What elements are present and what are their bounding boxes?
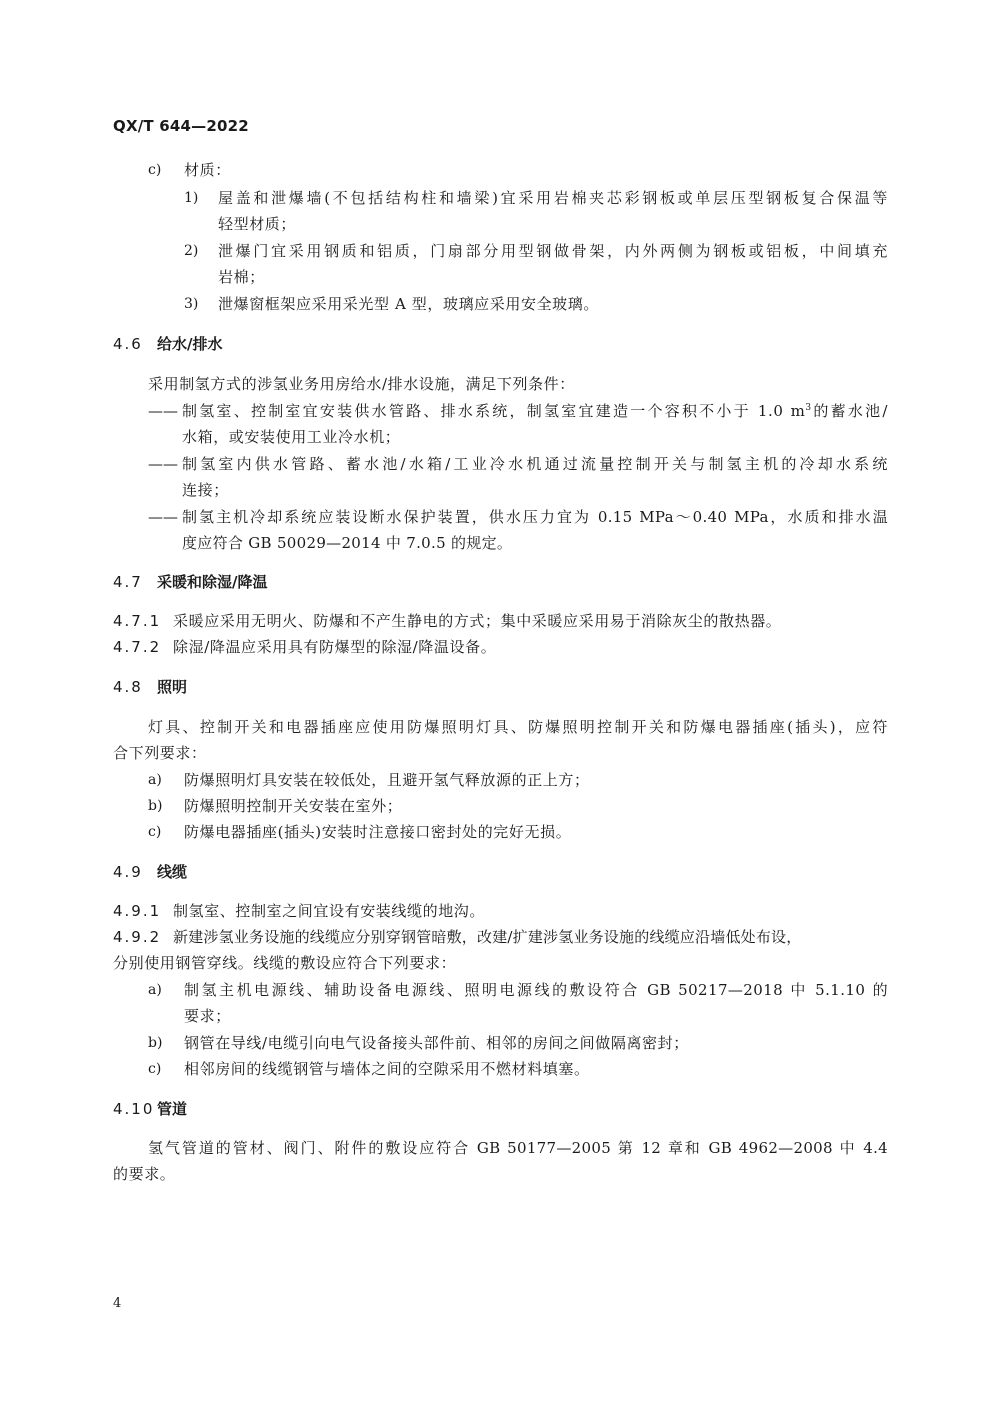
clause-text: 除湿/降温应采用具有防爆型的除湿/降温设备。: [173, 638, 497, 656]
section-heading-4-6: [113, 333, 222, 355]
section-title: 线缆: [157, 863, 188, 881]
section-heading-4-9: [113, 861, 187, 883]
page-number: 4: [113, 1296, 122, 1311]
clause-number: 4.9.1: [113, 902, 162, 920]
paragraph-text: 氢气管道的管材、阀门、附件的敷设应符合 GB 50177—2005 第 12 章和 GB 4962—2008 中 4.4: [148, 1139, 888, 1157]
superscript: 3: [805, 403, 812, 413]
list-item-text: 屋盖和泄爆墙(不包括结构柱和墙梁)宜采用岩棉夹芯彩钢板或单层压型钢板复合保温等: [218, 189, 888, 207]
clause-number: 4.9.2: [113, 928, 162, 946]
dash-item-text-cont: 水箱，或安装使用工业冷水机；: [182, 428, 401, 446]
section-title: 管道: [157, 1100, 188, 1118]
section-heading-4-8: [113, 676, 187, 698]
paragraph-text-cont: 的要求。: [113, 1165, 176, 1183]
list-marker: 2): [184, 243, 199, 259]
list-item-text: 泄爆窗框架应采用采光型 A 型，玻璃应采用安全玻璃。: [218, 295, 599, 313]
section-title: 采暖和除湿/降温: [157, 573, 268, 591]
list-marker: b): [148, 798, 163, 814]
list-item-text-cont: 要求；: [184, 1007, 231, 1025]
list-item-text: 制氢主机电源线、辅助设备电源线、照明电源线的敷设符合 GB 50217—2018 中 5.1.10 的: [184, 981, 888, 999]
dash-item-text-cont: 度应符合 GB 50029—2014 中 7.0.5 的规定。: [182, 534, 513, 552]
list-item-text: 钢管在导线/电缆引向电气设备接头部件前、相邻的房间之间做隔离密封；: [184, 1034, 689, 1052]
dash-item-text: 制氢室内供水管路、蓄水池/水箱/工业冷水机通过流量控制开关与制氢主机的冷却水系统: [182, 455, 888, 473]
clause-text: 制氢室、控制室之间宜设有安装线缆的地沟。: [173, 902, 486, 920]
list-marker: c): [148, 162, 162, 178]
section-number: 4.6: [113, 335, 143, 353]
list-marker: c): [148, 824, 162, 840]
list-marker: c): [148, 1061, 162, 1077]
text-part: 的蓄水池/: [811, 402, 888, 420]
text-part: 制氢室、控制室宜安装供水管路、排水系统，制氢室宜建造一个容积不小于 1.0 m: [182, 402, 806, 420]
list-item-text: 泄爆门宜采用钢质和铝质，门扇部分用型钢做骨架，内外两侧为钢板或铝板，中间填充: [218, 242, 888, 260]
section-number: 4.9: [113, 863, 143, 881]
list-marker: a): [148, 982, 162, 998]
clause-text: 新建涉氢业务设施的线缆应分别穿钢管暗敷，改建/扩建涉氢业务设施的线缆应沿墙低处布设，: [173, 928, 802, 946]
section-number: 4.7: [113, 573, 143, 591]
document-header-code: QX/T 644—2022: [113, 117, 249, 135]
list-item-text: 相邻房间的线缆钢管与墙体之间的空隙采用不燃材料填塞。: [184, 1060, 590, 1078]
clause-4-7-2: [113, 636, 496, 658]
clause-text-cont: 分别使用钢管穿线。线缆的敷设应符合下列要求：: [113, 954, 457, 972]
section-heading-4-10: [113, 1098, 187, 1120]
list-item-text: 材质：: [184, 161, 231, 179]
section-heading-4-7: [113, 571, 267, 593]
paragraph-intro: 采用制氢方式的涉氢业务用房给水/排水设施，满足下列条件：: [148, 375, 575, 393]
section-title: 照明: [157, 678, 188, 696]
list-marker: b): [148, 1035, 163, 1051]
section-title: 给水/排水: [157, 335, 223, 353]
section-number: 4.10: [113, 1100, 155, 1118]
dash-item-text-cont: 连接；: [182, 481, 229, 499]
dash-marker: ——: [148, 455, 178, 473]
list-item-text-cont: 岩棉；: [218, 268, 265, 286]
clause-number: 4.7.2: [113, 638, 162, 656]
list-item-text: 防爆照明灯具安装在较低处，且避开氢气释放源的正上方；: [184, 771, 590, 789]
list-marker: a): [148, 772, 162, 788]
paragraph-intro: 灯具、控制开关和电器插座应使用防爆照明灯具、防爆照明控制开关和防爆电器插座(插头)，应符: [148, 718, 888, 736]
list-item-text-cont: 轻型材质；: [218, 215, 297, 233]
clause-number: 4.7.1: [113, 612, 162, 630]
list-marker: 3): [184, 296, 199, 312]
dash-marker: ——: [148, 402, 178, 420]
paragraph-intro-cont: 合下列要求：: [113, 744, 207, 762]
clause-4-7-1: [113, 610, 781, 632]
dash-item-text: 制氢主机冷却系统应装设断水保护装置，供水压力宜为 0.15 MPa～0.40 MPa，水质和排水温: [182, 508, 888, 526]
list-marker: 1): [184, 190, 199, 206]
list-item-text: 防爆照明控制开关安装在室外；: [184, 797, 403, 815]
clause-4-9-1: [113, 900, 485, 922]
list-item-text: 防爆电器插座(插头)安装时注意接口密封处的完好无损。: [184, 823, 572, 841]
clause-text: 采暖应采用无明火、防爆和不产生静电的方式；集中采暖应采用易于消除灰尘的散热器。: [173, 612, 782, 630]
dash-item-text: [182, 400, 888, 422]
section-number: 4.8: [113, 678, 143, 696]
clause-4-9-2: [113, 926, 801, 948]
dash-marker: ——: [148, 508, 178, 526]
